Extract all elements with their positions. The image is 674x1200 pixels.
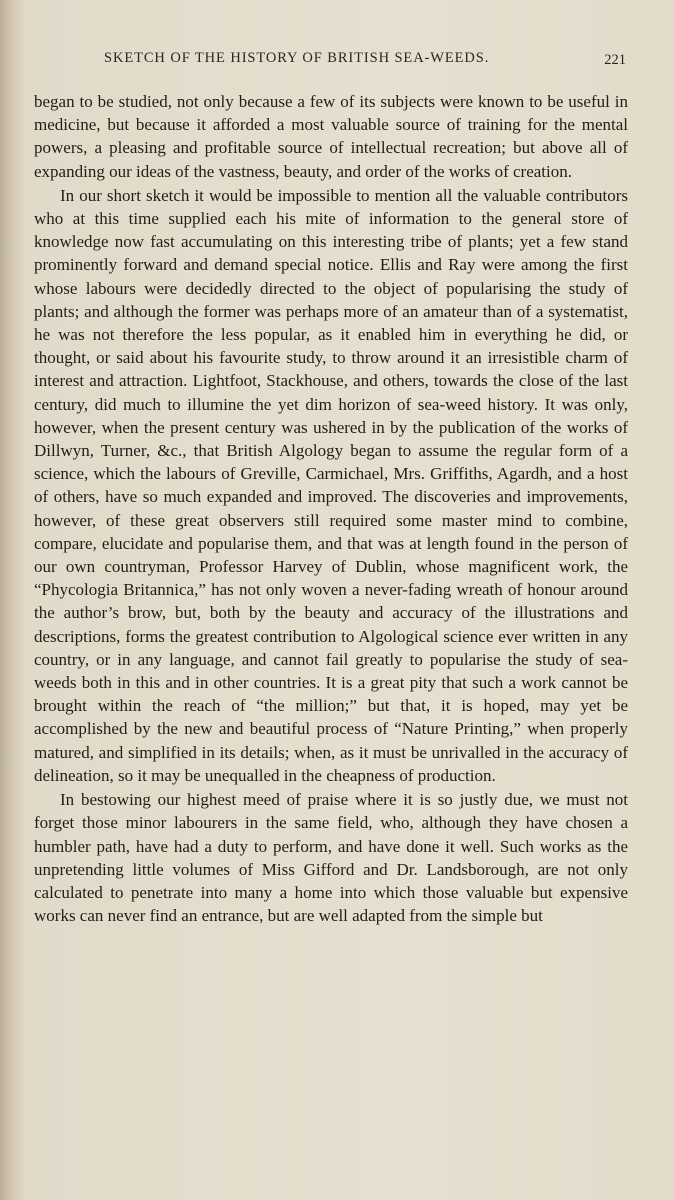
running-title: SKETCH OF THE HISTORY OF BRITISH SEA-WEEDS. <box>104 50 490 66</box>
paragraph-contributors: In our short sketch it would be impossible to mention all the valuable contributors who at this time supplied each his mite of information to the general store of knowledge now fast accumulating on this interesting tribe of plants; yet a few stand prominently forward and demand special notice. Ellis and Ray were among the first whose labours were decidedly directed to the object of popularising the study of plants; and although the former was perhaps more of an amateur than of a systematist, he was not therefore the less popular, as it enabled him in everything he did, or thought, or said about his favourite study, to throw around it an irresistible charm of interest and attraction. Lightfoot, Stackhouse, and others, towards the close of the last century, did much to illumine the yet dim horizon of sea-weed history. It was only, however, when the present century was ushered in by the publication of the works of Dillwyn, Turner, &c., that British Algology began to assume the regular form of a science, which the labours of Greville, Carmichael, Mrs. Griffiths, Agardh, and a host of others, have so much expanded and improved. The discoveries and improvements, however, of these great observers still required some master mind to combine, compare, elucidate and popularise them, and that was at length found in the person of our own countryman, Professor Harvey of Dublin, whose magnificent work, the “Phycologia Britannica,” has not only woven a never-fading wreath of honour around the author’s brow, but, both by the beauty and accuracy of the illustrations and descriptions, forms the greatest contribution to Algological science ever written in any country, or in any language, and cannot fail greatly to popularise the study of sea-weeds both in this and in other countries. It is a great pity that such a work cannot be brought within the reach of “the million;” but that, it is hoped, may yet be accomplished by the new and beautiful process of “Nature Printing,” when properly matured, and simplified in its details; when, as it must be unrivalled in the accuracy of delineation, so it may be unequalled in the cheapness of production. <box>34 185 628 785</box>
running-head <box>36 50 626 72</box>
paragraph-minor-labourers: In bestowing our highest meed of praise where it is so justly due, we must not forget those minor labourers in the same field, who, although they have chosen a humbler path, have had a duty to perform, and have done it well. Such works as the unpretending little volumes of Miss Gifford and Dr. Landsborough, are not only calculated to penetrate into many a home into which those valuable but expensive works can never find an entrance, but are well adapted from the simple but <box>34 790 628 926</box>
page-number: 221 <box>604 52 626 68</box>
paragraph-continuation: began to be studied, not only because a few of its subjects were known to be useful in medicine, but because it afforded a most valuable source of training for the mental powers, a pleasing and profitable source of intellectual recreation; but above all of expanding our ideas of the vastness, beauty, and order of the works of creation. <box>34 92 628 181</box>
body-text <box>34 90 628 927</box>
